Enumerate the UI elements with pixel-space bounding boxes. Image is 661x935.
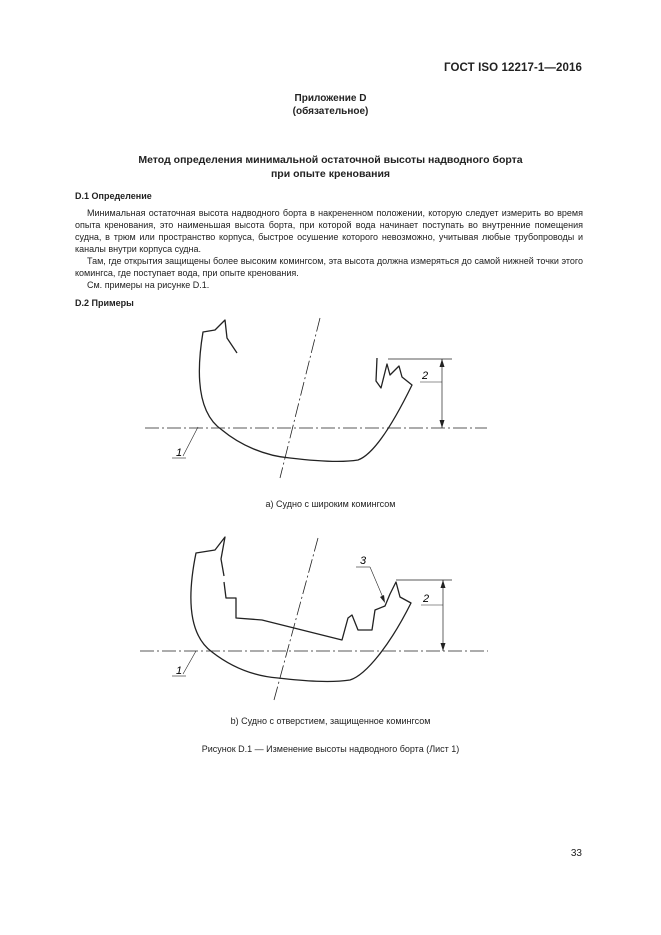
- label-1-leader: [183, 651, 196, 674]
- label-3-leader: [370, 567, 384, 600]
- paragraph-coaming: Там, где открытия защищены более высоким комингсом, эта высота должна измеряться до самой нижней точки этого комингса, где поступает вода, при опыте кренования.: [75, 256, 583, 278]
- appendix-header: [0, 92, 661, 118]
- centerline: [274, 538, 318, 700]
- label-2: 2: [423, 593, 430, 605]
- page-number: 33: [570, 848, 582, 859]
- section-d2-heading: D.2 Примеры: [75, 298, 134, 308]
- figure-caption: Рисунок D.1 — Изменение высоты надводного борта (Лист 1): [201, 744, 460, 754]
- label-1: 1: [176, 665, 183, 677]
- label-1: 1: [176, 447, 183, 459]
- label-2: 2: [422, 370, 429, 382]
- label-1-leader: [183, 427, 198, 456]
- hull-outline: [199, 320, 412, 461]
- section-title-line1: Метод определения минимальной остаточной высоты надводного борта: [138, 154, 523, 166]
- figure-a-drawing: [0, 300, 661, 500]
- figure-a-caption: а) Судно с широким комингсом: [265, 499, 396, 509]
- standard-number: ГОСТ ISO 12217-1—2016: [444, 62, 582, 74]
- appendix-note: (обязательное): [292, 106, 369, 117]
- figure-b-caption: b) Судно с отверстием, защищенное комингсом: [230, 716, 431, 726]
- section-title-line2: при опыте кренования: [270, 168, 391, 180]
- section-title: [0, 153, 661, 181]
- hull-outline: [191, 537, 411, 681]
- figure-b-drawing: [0, 520, 661, 720]
- label-3: 3: [360, 555, 367, 567]
- section-d1-heading: D.1 Определение: [75, 191, 152, 201]
- centerline: [280, 318, 320, 478]
- paragraph-definition: Минимальная остаточная высота надводного борта в накрененном положении, которую следует измерить во время опыта кренования, это наименьшая высота борта, при которой вода начинает поступать во внутренние помещения судна, в трюм или пространство корпуса, быстрое осушение которого невозможно, учитывая любые трубопроводы и каналы внутри корпуса судна.: [75, 208, 583, 254]
- paragraph-see-figure: См. примеры на рисунке D.1.: [87, 280, 210, 290]
- appendix-title: Приложение D: [294, 93, 367, 104]
